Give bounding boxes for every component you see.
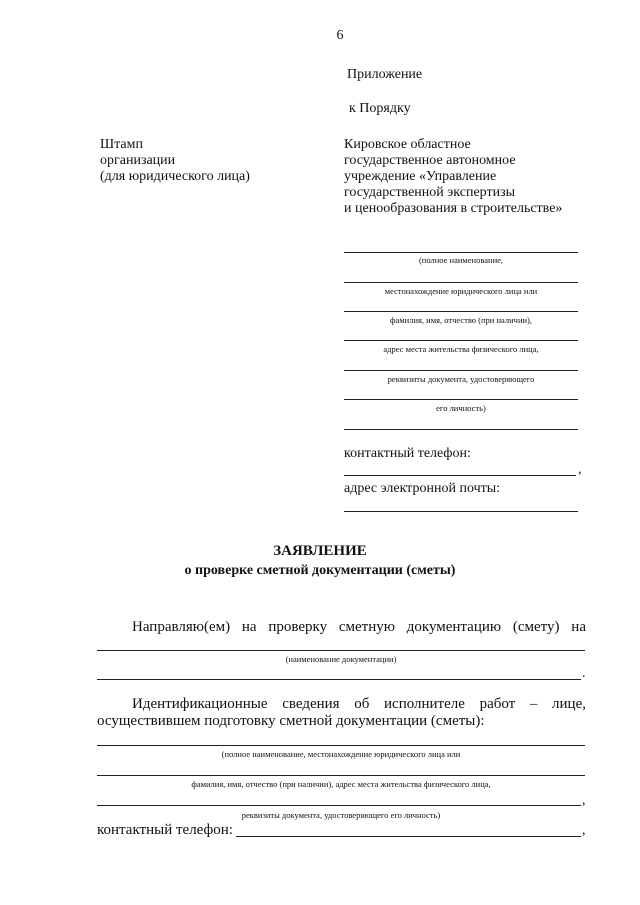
applicant-email-label: адрес электронной почты:	[344, 481, 501, 496]
applicant-line-1[interactable]	[344, 252, 578, 253]
applicant-hint-2: местонахождение юридического лица или	[384, 286, 538, 296]
statement-subtitle: о проверке сметной документации (сметы)	[184, 563, 456, 578]
stamp-line-1: Штамп	[100, 137, 143, 152]
applicant-phone-field[interactable]	[344, 475, 576, 476]
contractor-phone-comma: ,	[582, 823, 586, 838]
applicant-line-3[interactable]	[344, 311, 578, 312]
contractor-phone-field[interactable]	[236, 836, 581, 837]
appendix-ref: к Порядку	[349, 101, 411, 116]
stamp-block	[100, 137, 250, 185]
applicant-hint-1: (полное наименование,	[418, 255, 504, 265]
recipient-line-4: государственной экспертизы	[344, 185, 516, 200]
recipient-line-5: и ценообразования в строительстве»	[344, 201, 563, 216]
applicant-line-7[interactable]	[344, 429, 578, 430]
applicant-hint-4: адрес места жительства физического лица,	[383, 344, 539, 354]
applicant-line-6[interactable]	[344, 399, 578, 400]
page-number: 6	[336, 28, 344, 43]
phone-comma: ,	[578, 462, 582, 477]
applicant-hint-3: фамилия, имя, отчество (при наличии),	[390, 315, 532, 325]
contractor-field-1[interactable]	[97, 745, 585, 746]
recipient-line-2: государственное автономное	[344, 153, 516, 168]
contractor-hint-3: реквизиты документа, удостоверяющего его личность)	[241, 810, 441, 820]
applicant-line-4[interactable]	[344, 340, 578, 341]
recipient-line-3: учреждение «Управление	[344, 169, 497, 184]
recipient-block	[344, 137, 562, 217]
contractor-hint-1: (полное наименование, местонахождение юридического лица или	[221, 749, 461, 759]
applicant-hint-5: реквизиты документа, удостоверяющего	[387, 374, 535, 384]
contractor-field-3[interactable]	[97, 805, 581, 806]
period-mark: .	[582, 666, 586, 681]
contractor-hint-2: фамилия, имя, отчество (при наличии), адрес места жительства физического лица,	[191, 779, 491, 789]
applicant-hint-6: его личность)	[436, 403, 486, 413]
stamp-line-2: организации	[100, 153, 176, 168]
appendix-label: Приложение	[347, 67, 423, 82]
documentation-name-field-1[interactable]	[97, 650, 585, 651]
paragraph-2-line-1: Идентификационные сведения об исполнителе работ – лице,	[132, 696, 586, 712]
recipient-line-1: Кировское областное	[344, 137, 471, 152]
contractor-phone-label: контактный телефон:	[97, 822, 233, 838]
contractor-comma: ,	[582, 793, 586, 808]
statement-title: ЗАЯВЛЕНИЕ	[273, 543, 367, 559]
paragraph-1: Направляю(ем) на проверку сметную документацию (смету) на	[132, 619, 586, 635]
applicant-phone-label: контактный телефон:	[344, 446, 471, 461]
paragraph-2-line-2: осуществившем подготовку сметной документации (сметы):	[97, 713, 485, 729]
applicant-email-field[interactable]	[344, 511, 578, 512]
stamp-line-3: (для юридического лица)	[100, 169, 250, 184]
contractor-field-2[interactable]	[97, 775, 585, 776]
applicant-line-5[interactable]	[344, 370, 578, 371]
applicant-line-2[interactable]	[344, 282, 578, 283]
documentation-name-hint: (наименование документации)	[285, 654, 397, 664]
documentation-name-field-2[interactable]	[97, 679, 581, 680]
